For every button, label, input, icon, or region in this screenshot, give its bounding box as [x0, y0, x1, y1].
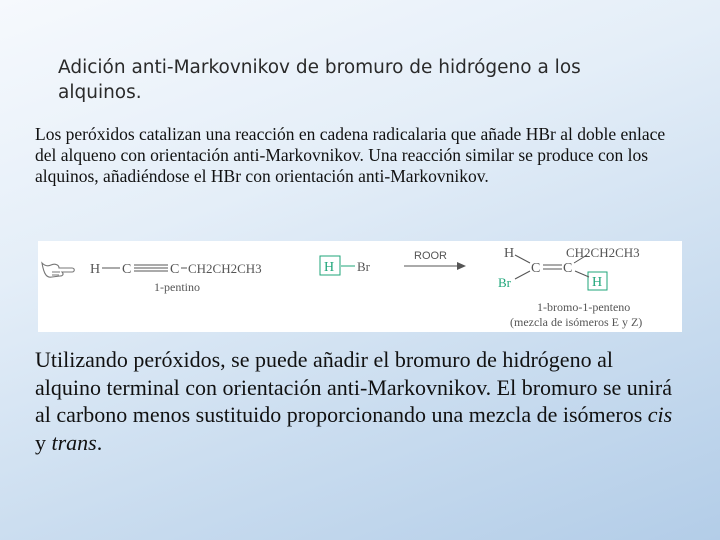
slide-title: Adición anti-Markovnikov de bromuro de hidrógeno a los alquinos.	[58, 57, 581, 103]
intro-paragraph: Los peróxidos catalizan una reacción en cadena radicalaria que añade HBr al doble enlace del alqueno con orientación anti-Markovnikov. Una reacción similar se produce con los alquinos, añadiéndose el HBr con orientación anti-Markovnikov.	[35, 124, 666, 186]
reagent-h: H	[324, 260, 335, 275]
conjunction-text: y	[35, 429, 52, 455]
cis-term: cis	[647, 402, 673, 427]
reaction-condition: ROOR	[414, 250, 447, 262]
product-chain: CH2CH2CH3	[566, 245, 640, 260]
reactant-c1: C	[122, 262, 132, 277]
reactant-name: 1-pentino	[154, 280, 200, 294]
product-h-top: H	[504, 246, 515, 261]
pointing-hand-icon	[42, 263, 74, 277]
reaction-arrow	[404, 262, 466, 270]
product-c-left: C	[531, 261, 541, 276]
product-h-bottom: H	[592, 275, 603, 290]
product-br: Br	[498, 275, 511, 290]
trans-term: trans	[51, 429, 97, 455]
reagent-br: Br	[357, 259, 370, 274]
explanation-text: Utilizando peróxidos, se puede añadir el bromuro de hidrógeno al alquino terminal con orientación anti-Markovnikov. El bromuro se unirá al carbono menos sustituido proporcionando una mezcla de isómeros	[35, 347, 673, 427]
reactant-chain: CH2CH2CH3	[188, 261, 262, 276]
product-name: 1-bromo-1-penteno	[537, 300, 631, 314]
reaction-figure	[38, 241, 682, 332]
product-c-right: C	[563, 261, 573, 276]
reactant-h: H	[90, 262, 101, 277]
reactant-c2: C	[170, 262, 180, 277]
explanation-paragraph	[35, 346, 675, 456]
product-note: (mezcla de isómeros E y Z)	[510, 315, 643, 329]
period-text: .	[96, 429, 103, 455]
